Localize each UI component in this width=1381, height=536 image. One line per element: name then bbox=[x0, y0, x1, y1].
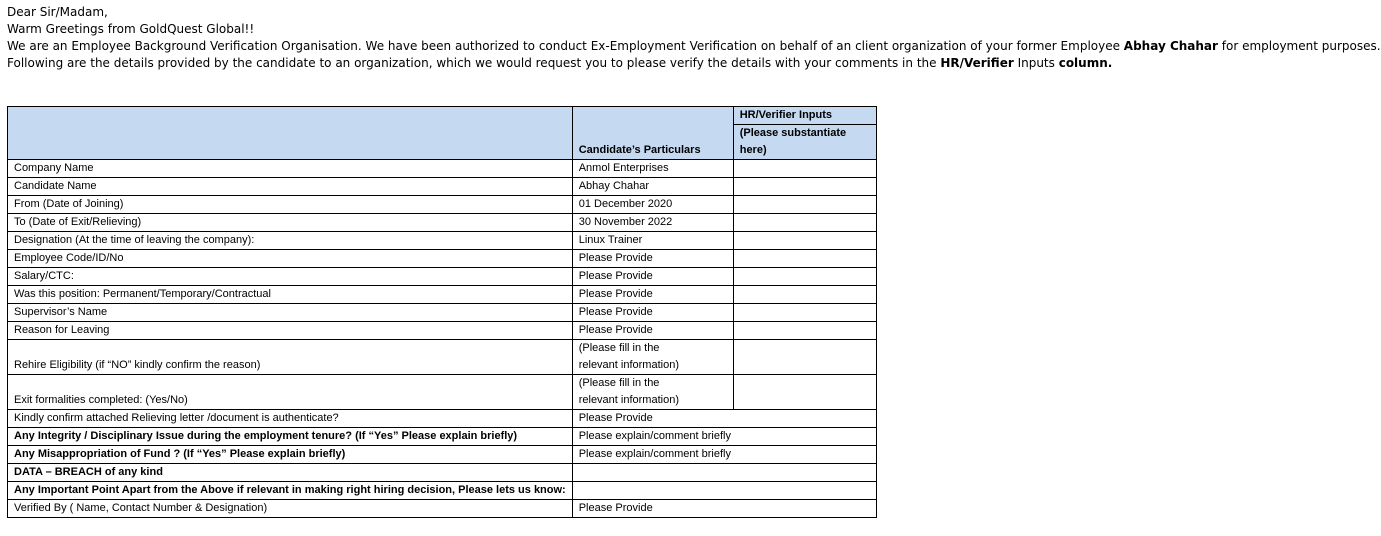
row-value[interactable]: Please explain/comment briefly bbox=[572, 446, 876, 464]
row-value[interactable] bbox=[572, 464, 876, 482]
verifier-input-cell[interactable] bbox=[733, 196, 876, 214]
row-label: Verified By ( Name, Contact Number & Designation) bbox=[8, 500, 573, 518]
row-value: Please Provide bbox=[572, 322, 733, 340]
verifier-input-cell[interactable] bbox=[733, 160, 876, 178]
row-value: Please Provide bbox=[572, 268, 733, 286]
row-label: DATA – BREACH of any kind bbox=[8, 464, 573, 482]
row-label: Any Misappropriation of Fund ? (If “Yes” Please explain briefly) bbox=[8, 446, 573, 464]
hr-verifier-label: HR/Verifier bbox=[940, 56, 1014, 70]
row-value: Please Provide bbox=[572, 286, 733, 304]
header-hr-verifier-inputs: HR/Verifier Inputs bbox=[733, 107, 876, 125]
table-row bbox=[8, 268, 877, 286]
table-row bbox=[8, 482, 877, 500]
row-label: Company Name bbox=[8, 160, 573, 178]
request-paragraph bbox=[7, 55, 1381, 72]
verifier-input-cell[interactable] bbox=[733, 250, 876, 268]
row-label: Designation (At the time of leaving the company): bbox=[8, 232, 573, 250]
table-row bbox=[8, 500, 877, 518]
table-row bbox=[8, 340, 877, 375]
verification-table bbox=[7, 106, 877, 518]
row-label: Kindly confirm attached Relieving letter /document is authenticate? bbox=[8, 410, 573, 428]
row-label: From (Date of Joining) bbox=[8, 196, 573, 214]
row-value bbox=[572, 375, 733, 410]
verifier-input-cell[interactable] bbox=[733, 214, 876, 232]
row-value-line: (Please fill in the bbox=[578, 377, 660, 389]
row-label: Any Integrity / Disciplinary Issue during the employment tenure? (If “Yes” Please explain briefly) bbox=[8, 428, 573, 446]
table-row bbox=[8, 410, 877, 428]
row-label: Was this position: Permanent/Temporary/Contractual bbox=[8, 286, 573, 304]
row-value: Please Provide bbox=[572, 250, 733, 268]
table-row bbox=[8, 250, 877, 268]
verifier-input-cell[interactable] bbox=[733, 268, 876, 286]
table-row bbox=[8, 304, 877, 322]
table-row bbox=[8, 232, 877, 250]
row-label: Salary/CTC: bbox=[8, 268, 573, 286]
header-candidate-particulars: Candidate’s Particulars bbox=[572, 107, 733, 160]
header-substantiate: (Please substantiate bbox=[733, 125, 876, 143]
table-row bbox=[8, 428, 877, 446]
intro-paragraph bbox=[7, 38, 1381, 55]
table-row bbox=[8, 322, 877, 340]
row-value[interactable] bbox=[572, 482, 876, 500]
row-label: Supervisor’s Name bbox=[8, 304, 573, 322]
row-value[interactable]: Please Provide bbox=[572, 500, 876, 518]
greeting: Warm Greetings from GoldQuest Global!! bbox=[7, 22, 255, 36]
intro-text-end: for employment purposes. bbox=[1217, 39, 1381, 53]
verifier-input-cell[interactable] bbox=[733, 340, 876, 375]
row-value: Anmol Enterprises bbox=[572, 160, 733, 178]
table-row bbox=[8, 446, 877, 464]
header-blank-cell bbox=[8, 107, 573, 160]
row-value bbox=[572, 340, 733, 375]
request-text: Following are the details provided by the candidate to an organization, which we would request you to please verify the details with your comments in the bbox=[7, 56, 941, 70]
table-row bbox=[8, 286, 877, 304]
row-label: To (Date of Exit/Relieving) bbox=[8, 214, 573, 232]
verifier-input-cell[interactable] bbox=[733, 304, 876, 322]
header-here: here) bbox=[733, 142, 876, 160]
row-label: Reason for Leaving bbox=[8, 322, 573, 340]
table-row bbox=[8, 464, 877, 482]
row-value-line: relevant information) bbox=[578, 359, 679, 371]
verifier-input-cell[interactable] bbox=[733, 286, 876, 304]
row-value-line: (Please fill in the bbox=[578, 342, 660, 354]
row-value: 01 December 2020 bbox=[572, 196, 733, 214]
verifier-input-cell[interactable] bbox=[733, 232, 876, 250]
verifier-input-cell[interactable] bbox=[733, 178, 876, 196]
row-value[interactable]: Please explain/comment briefly bbox=[572, 428, 876, 446]
row-value: Abhay Chahar bbox=[572, 178, 733, 196]
table-header-row bbox=[8, 107, 877, 125]
row-value: Please Provide bbox=[572, 304, 733, 322]
verifier-input-cell[interactable] bbox=[733, 375, 876, 410]
row-label: Candidate Name bbox=[8, 178, 573, 196]
intro-text: We are an Employee Background Verification Organisation. We have been authorized to conduct Ex-Employment Verification on behalf of an client organization of your former Employee bbox=[7, 39, 1124, 53]
inputs-label: Inputs bbox=[1013, 56, 1059, 70]
table-row bbox=[8, 178, 877, 196]
table-row bbox=[8, 375, 877, 410]
table-row bbox=[8, 160, 877, 178]
row-label: Employee Code/ID/No bbox=[8, 250, 573, 268]
letter-body bbox=[7, 4, 1381, 72]
row-label: Rehire Eligibility (if “NO” kindly confirm the reason) bbox=[8, 340, 573, 375]
table-row bbox=[8, 214, 877, 232]
row-value: 30 November 2022 bbox=[572, 214, 733, 232]
row-value: Linux Trainer bbox=[572, 232, 733, 250]
row-value[interactable]: Please Provide bbox=[572, 410, 876, 428]
verifier-input-cell[interactable] bbox=[733, 322, 876, 340]
column-label: column. bbox=[1058, 56, 1113, 70]
table-row bbox=[8, 196, 877, 214]
employee-name: Abhay Chahar bbox=[1123, 39, 1218, 53]
salutation: Dear Sir/Madam, bbox=[7, 5, 108, 19]
row-label: Exit formalities completed: (Yes/No) bbox=[8, 375, 573, 410]
row-label: Any Important Point Apart from the Above if relevant in making right hiring decision, Please lets us know: bbox=[8, 482, 573, 500]
row-value-line: relevant information) bbox=[578, 394, 679, 406]
